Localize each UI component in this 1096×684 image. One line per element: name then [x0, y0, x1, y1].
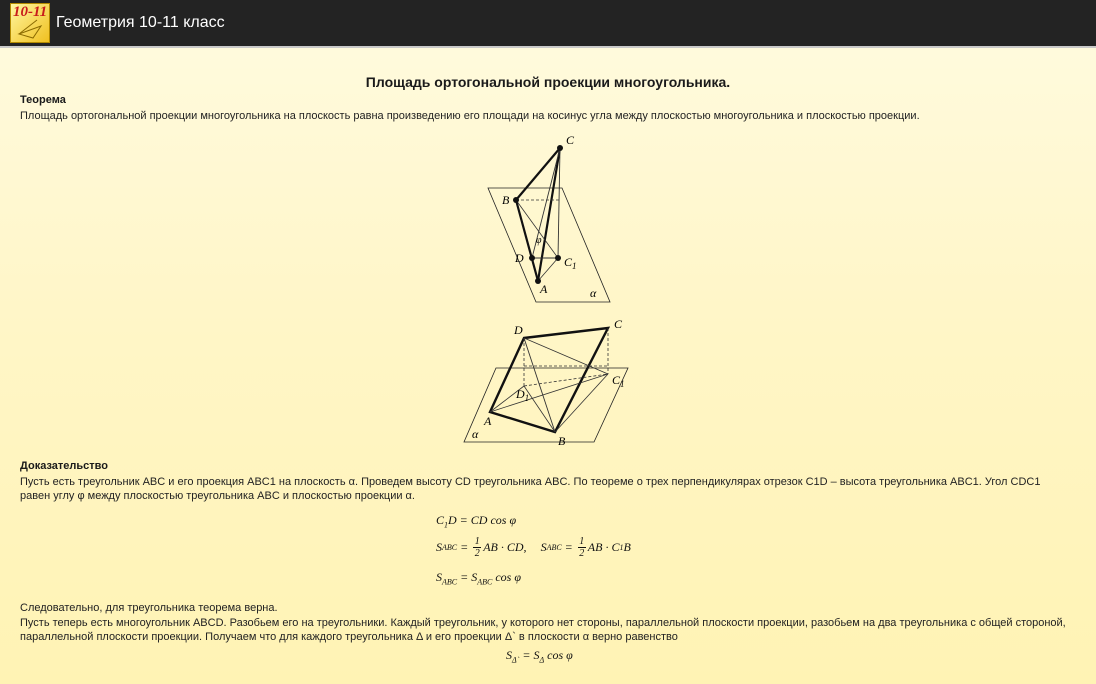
fig1-label-c1: $C_1$ — [564, 255, 577, 271]
app-title: Геометрия 10-11 класс — [56, 14, 225, 31]
theorem-text: Площадь ортогональной проекции многоугольника на плоскость равна произведению его площади на косинус угла между плоскостью многоугольника и плоскостью проекции. — [20, 110, 920, 122]
fig2-label-c: C — [614, 317, 623, 331]
proof-heading: Доказательство — [20, 460, 108, 472]
app-logo-icon[interactable] — [10, 3, 50, 43]
app-logo-label: 10-11 — [13, 4, 48, 20]
fig1-label-d: D — [515, 251, 524, 265]
fig2-label-alpha: α — [472, 427, 479, 441]
fig2-label-b: B — [558, 434, 566, 448]
fig2-label-d1: $D_1$ — [516, 387, 530, 403]
action-bar — [0, 0, 1096, 48]
fig1-label-alpha: α — [590, 286, 597, 300]
formula-final: $S_{\Delta`} = S_\Delta$ cos φ — [506, 648, 573, 665]
formula-area-abc: S ABC = $\frac{1}{2}$ AB · CD, S ABC = $\frac{1}{2}$ AB · C 1 B — [436, 536, 631, 559]
fig1-label-b: B — [502, 193, 510, 207]
conclusion-text: Следовательно, для треугольника теорема верна. — [20, 602, 278, 614]
fig1-label-a: A — [540, 282, 548, 296]
polygon-projection-figure — [460, 308, 640, 448]
fig2-label-d: D — [514, 323, 523, 337]
theorem-heading: Теорема — [20, 94, 66, 106]
triangle-projection-figure — [480, 130, 620, 305]
formula-c1d: $C_1D$ = CD cos φ — [436, 513, 517, 530]
fig2-label-c1: $C_1$ — [612, 373, 625, 389]
polygon-text: Пусть теперь есть многоугольник ABCD. Разобьем его на треугольники. Каждый треугольник, у которого нет стороны, параллельной плоскости проекции, разобьем на два треугольника с общей стороной, параллельной плоскости проекции. Получаем что для каждого треугольника Δ и его проекции Δ` в плоскости α верно равенство — [20, 617, 1066, 643]
logo-shape-icon — [11, 4, 49, 42]
proof-text: Пусть есть треугольник ABC и его проекция ABC1 на плоскость α. Проведем высоту CD треугольника ABC. По теореме о трех перпендикулярах отрезок C1D – высота треугольника ABC1. Угол CDC1 равен углу φ между плоскостью треугольника ABC и плоскостью проекции α. — [20, 476, 1041, 502]
fig1-label-phi: φ — [536, 235, 542, 246]
fig1-label-c: C — [566, 133, 575, 147]
fig2-label-a: A — [484, 414, 492, 428]
page-heading: Площадь ортогональной проекции многоугольника. — [365, 74, 731, 90]
formula-area-relation: $S_{ABC} = S_{ABC}$ cos φ — [436, 570, 521, 587]
